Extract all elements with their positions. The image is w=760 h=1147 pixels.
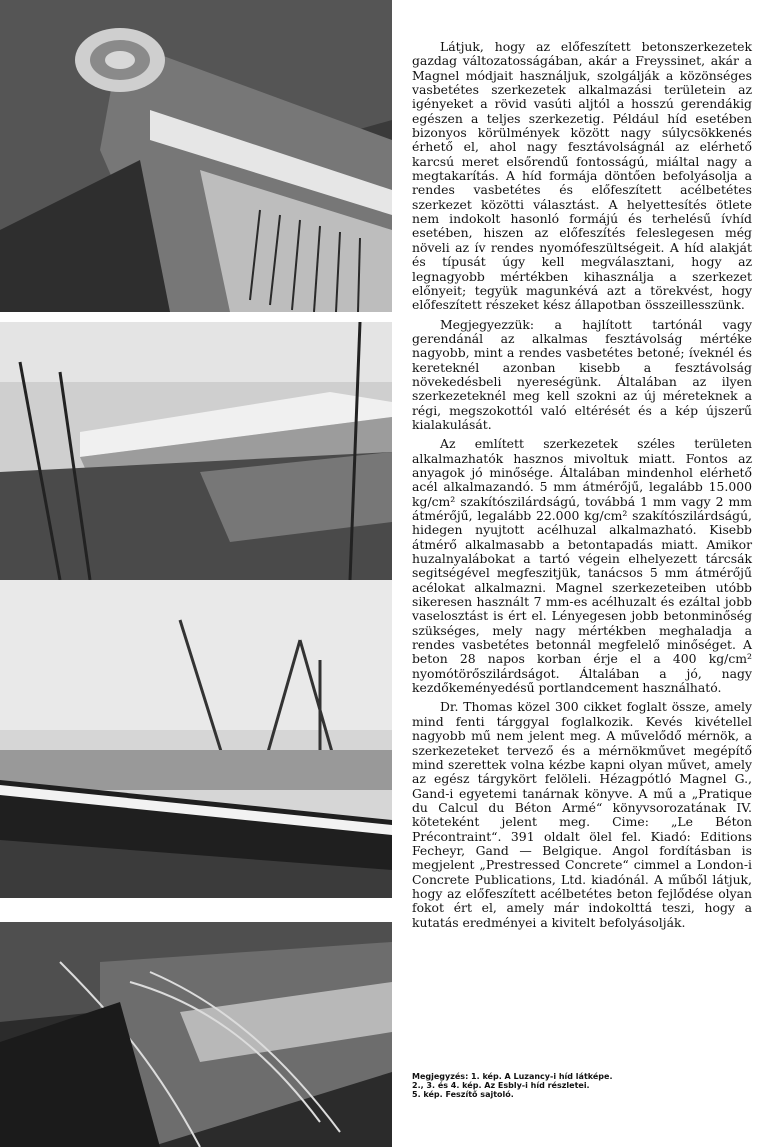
article-paragraph: Az említett szerkezetek széles területen alkalmazhatók hasznos mivoltuk miatt. Fontos az anyagok jó minősége. Általában mindenhol elérhető acél alkalmazandó. 5 mm átmérőjű, legalább 15.000 kg/cm² szakítószilárdságú, továbbá 1 mm vagy 2 mm átmérőjű, legalább 22.000 kg/cm² szakítószilárdságú, hidegen nyujtott acélhuzal alkalmazható. Kisebb átmérő alkalmasabb a betontapadás miatt. Amikor huzalnyalábokat a tartó végein elhelyezett tárcsák segitségével megfeszitjük, tanácsos 5 mm átmérőjű acélokat alkalmazni. Magnel szerkezeteiben utóbb sikeresen használt 7 mm-es acélhuzalt és ezáltal jobb vaselosztást is ért el. Lényegesen jobb betonminőség szükséges, mely nagy mértékben meghaladja a rendes vasbetétes betonnál megfelelő minőséget. A beton 28 napos korban érje el a 400 kg/cm² nyomótörőszilárdságot. Általában a jó, nagy kezdőkeményedésű portlandcement használható. [412, 436, 752, 696]
caption-line: 2., 3. és 4. kép. Az Esbly-i híd részletei. [412, 1081, 590, 1090]
article-body [412, 40, 752, 935]
photo-luzancy-bridge-view [0, 0, 392, 312]
photo-esbly-bridge-detail-2 [0, 580, 392, 898]
caption-line: 5. kép. Feszítő sajtoló. [412, 1090, 514, 1099]
caption-line: Megjegyzés: 1. kép. A Luzancy-i híd látképe. [412, 1072, 613, 1081]
article-paragraph: Dr. Thomas közel 300 cikket foglalt össze, amely mind fenti tárggyal foglalkozik. Kevés kivétellel nagyobb mű nem jelent meg. A művelődő mérnök, a szerkezeteket tervező és a mérnökművet megépítő mind szerettek volna kézbe kapni olyan művet, amely az egész tárgykört felöleli. Hézagpótló Magnel G., Gand-i egyetemi tanárnak könyve. A mű a „Pratique du Calcul du Béton Armé“ könyvsorozatának IV. köteteként jelent meg. Cime: „Le Béton Précontraint“. 391 oldalt ölel fel. Kiadó: Editions Fecheyr, Gand — Belgique. Angol fordításban is megjelent „Prestressed Concrete“ cimmel a London-i Concrete Publications, Ltd. kiadónál. A műből látjuk, hogy az előfeszített acélbetétes beton fejlődése olyan fokot ért el, amely már indokolttá teszi, hogy a kutatás eredményei a kivitelt befolyásolják. [412, 699, 752, 930]
photo-captions-note [412, 1072, 752, 1099]
article-paragraph: Megjegyezzük: a hajlított tartónál vagy gerendánál az alkalmas fesztávolság mértéke nagyobb, mint a rendes vasbetétes betoné; íveknél és kereteknél azonban kisebb a fesztávolság növekedésbeli nyereségünk. Általában az ilyen szerkezeteknél meg kell szokni az új méreteknek a régi, megszokottól való eltérését és a kép újszerű kialakulását. [412, 316, 752, 432]
photo-tensioning-jack [0, 922, 392, 1147]
article-paragraph: Látjuk, hogy az előfeszített betonszerkezetek gazdag változatosságában, akár a Freyssinet, akár a Magnel módjait használjuk, szolgálják a közönséges vasbetétes szerkezetek alkalmazási területein az igényeket a rövid vasúti aljtól a hosszú gerendákig egészen a teljes szerkezetig. Például híd esetében bizonyos körülmények között nagy súlycsökkenés érhető el, ahol nagy fesztávolságnál az elérhető karcsú meret elsőrendű fontosságú, miáltal nagy a megtakarítás. A híd formája döntően befolyásolja a rendes vasbetétes és előfeszített acélbetétes szerkezet közötti választást. A helyettesítés ötlete nem indokolt hasonló formájú és terhelésű ívhíd esetében, hiszen az előfeszítés feleslegesen még növeli az ív rendes nyomófeszültségeit. A híd alakját és típusát úgy kell megválasztani, hogy az legnagyobb mértékben kihasználja a szerkezet előnyeit; tegyük magunkévá azt a törekvést, hogy előfeszített részeket kész állapotban összeillesszünk. [412, 39, 752, 313]
